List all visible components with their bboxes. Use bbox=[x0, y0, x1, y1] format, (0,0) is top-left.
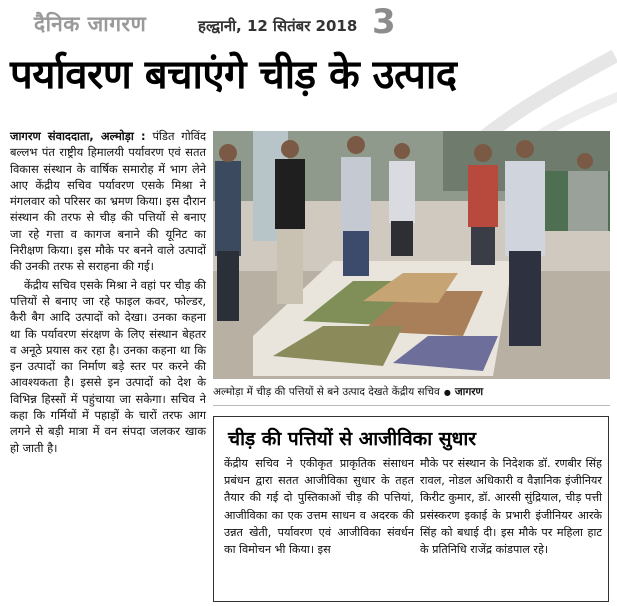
sidebar-story-column-2: मौके पर संस्थान के निदेशक डॉ. रणबीर सिंह रावल, नोडल अधिकारी व वैज्ञानिक इंजीनियर किरीट कुमार, डॉ. आरसी सुंद्रियाल, चीड़ पत्ती प्रसंस्करण इकाई के प्रभारी इंजीनियर आरके सिंह को बधाई दी। इस मौके पर महिला हाट के प्रतिनिधि राजेंद्र कांडपाल रहे। bbox=[420, 457, 602, 557]
photo-caption bbox=[213, 385, 610, 399]
newspaper-brand: दैनिक जागरण bbox=[34, 12, 147, 36]
article-body bbox=[10, 128, 206, 458]
paragraph-text: पंडित गोविंद बल्लभ पंत राष्ट्रीय हिमालयी पर्यावरण एवं सतत विकास संस्थान के वार्षिक समारोह में भाग लेने आए केंद्रीय सचिव पर्यावरण एसके मिश्रा ने मंगलवार को परिसर का भ्रमण किया। इस दौरान संस्थान की तरफ से चीड़ की पत्तियों से बनाए जा रहे गत्ता व कागज बनाने की यूनिट का निरीक्षण किया। इस मौके पर बनने वाले उत्पादों की उनकी तरफ से सराहना की गई। bbox=[10, 129, 207, 274]
sidebar-story-box bbox=[213, 416, 609, 602]
photo-credit: जागरण bbox=[454, 386, 484, 398]
headline: पर्यावरण बचाएंगे चीड़ के उत्पाद bbox=[10, 52, 457, 98]
article-paragraph bbox=[10, 128, 206, 275]
sidebar-story-title: चीड़ की पत्तियों से आजीविका सुधार bbox=[228, 428, 477, 450]
dateline: हल्द्वानी, 12 सितंबर 2018 bbox=[198, 17, 358, 35]
bullet-icon: ● bbox=[443, 388, 451, 397]
page-number: 3 bbox=[372, 2, 396, 42]
byline: जागरण संवाददाता, अल्मोड़ा : bbox=[10, 129, 146, 143]
divider bbox=[213, 405, 610, 406]
article-paragraph: केंद्रीय सचिव एसके मिश्रा ने वहां पर चीड़ की पत्तियों से बनाए जा रहे फाइल कवर, फोल्डर, कैरी बैग आदि उत्पादों को देखा। उनका कहना था कि पर्यावरण संरक्षण के लिए संस्थान बेहतर व अनूठे प्रयास कर रहा है। उनका कहना था कि इन उत्पादों का निर्माण बड़े स्तर पर करने की आवश्यकता है। इससे इन उत्पादों को देश के विभिन्न हिस्सों में पहुंचाया जा सकेगा। सचिव ने कहा कि गर्मियों में पहाड़ों के चारों तरफ आग लगने से बड़ी मात्रा में वन संपदा जलकर खाक हो जाती है। bbox=[10, 277, 206, 455]
caption-text: अल्मोड़ा में चीड़ की पत्तियों से बने उत्पाद देखते केंद्रीय सचिव bbox=[213, 386, 440, 398]
news-photo bbox=[213, 131, 610, 379]
sidebar-story-column-1: केंद्रीय सचिव ने एकीकृत प्राकृतिक संसाधन प्रबंधन द्वारा सतत आजीविका सुधार के तहत तैयार की गई दो पुस्तिकाओं चीड़ की पत्तियां, आजीविका का एक उत्तम साधन व अदरक की उन्नत खेती, पर्यावरण एवं आजीविका संवर्धन का विमोचन भी किया। इस bbox=[224, 457, 414, 557]
